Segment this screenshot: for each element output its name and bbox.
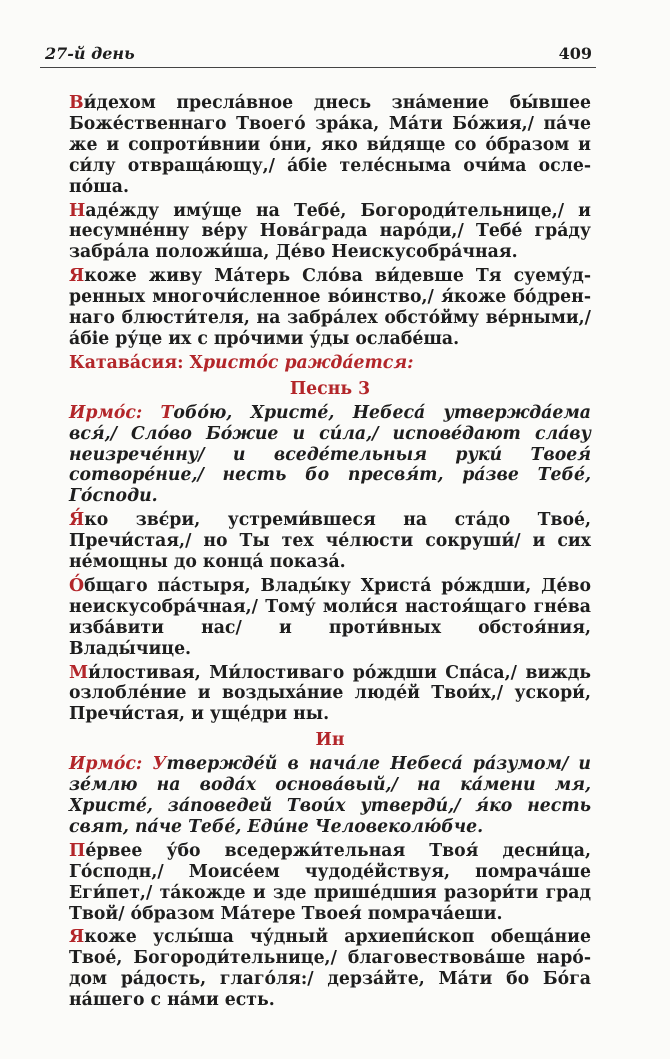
verse-paragraph <box>69 93 591 198</box>
verse-paragraph <box>69 841 591 925</box>
verse-text: коже услы́ша чу́дный архиепи́скоп обеща́ние Твое́, Богороди́тельнице,/ благовествова́ше наро́-дом ра́дость, глаго́ля:/ дерза́йте, Ма́ти бо Бо́га на́шего с на́ми есть. <box>69 927 591 1011</box>
irmos-label: Ирмо́с: Т <box>69 402 174 423</box>
verse-paragraph <box>69 663 591 726</box>
verse-paragraph <box>69 201 591 264</box>
drop-initial: В <box>69 93 84 113</box>
verse-text: и́лостивая, Ми́лостиваго ро́ждши Спа́са,/ виждь озлобле́ние и воздыха́ние люде́й Твои́х,/ ускори́, Пречи́стая, и уще́дри ны. <box>69 662 591 725</box>
drop-initial: М <box>69 662 89 683</box>
irmos-paragraph <box>69 754 591 838</box>
drop-initial: П <box>69 840 86 861</box>
katavasia-line <box>69 353 591 374</box>
drop-initial: Я <box>69 266 85 287</box>
header-rule <box>40 67 596 68</box>
running-header-title: 27-й день <box>45 44 135 63</box>
drop-initial: Я <box>69 927 85 948</box>
verse-text: ко звє́ри, устреми́вшеся на ста́до Твое́, Пречи́стая,/ но Ты тех че́люсти сокруши́/ и сих не́мощны до конца́ показа́. <box>69 510 591 573</box>
section-heading-in: Ин <box>315 730 345 751</box>
drop-initial: Я́ <box>69 510 85 531</box>
verse-text: аде́жду иму́ще на Тебе́, Богороди́тельнице,/ и несумне́нну ве́ру Нова́града наро́ди,/ Тебе́ гра́ду забра́ла положи́ша, Де́во Неискусобра́чная. <box>69 200 591 263</box>
verse-text: бщаго па́стыря, Влады́ку Христа́ ро́ждши, Де́во неискусобра́чная,/ Тому́ моли́ся настоя́щаго гне́ва изба́вити нас/ и проти́вных обстоя́ния, Влады́чице. <box>69 575 591 659</box>
irmos-label: Ирмо́с: У <box>69 754 167 775</box>
page-body <box>69 93 591 1011</box>
verse-text: и́дехом пресла́вное днесь зна́мение бы́вшее Боже́ственнаго Твоего́ зра́ка, Ма́ти Бо́жия,/ па́че же и сопроти́внии о́ни, яко ви́дяще со о́бразом и си́лу отвраща́ющу,/ а́біе теле́сныма очи́ма осле-по́ша. <box>69 93 591 197</box>
ode-heading: Песнь 3 <box>289 378 371 399</box>
irmos-text: обо́ю, Христе́, Небеса́ утвержда́ема вся́,/ Сло́во Бо́жие и си́ла,/ испове́дают сла́ву неизрече́нну/ и вседе́тельныя руки́ Твоея́ сотворе́ние,/ несть бо пресвя́т, ра́зве Тебе́, Го́споди. <box>69 402 591 507</box>
verse-paragraph <box>69 510 591 573</box>
drop-initial: О́ <box>69 575 85 596</box>
katavasia-text: ристо́с ражда́ется: <box>202 352 414 373</box>
katavasia-label: Катава́сия: Х <box>69 352 203 373</box>
verse-text: е́рвее у́бо вседержи́тельная Твоя́ десни́ца, Го́сподн,/ Моисе́ем чудоде́йствуя, помрача́ше Еги́пет,/ та́кожде и зде прише́дшия разори́ти град Твой/ о́бразом Ма́тере Твоея́ помрача́еши. <box>69 840 591 924</box>
verse-text: коже живу Ма́терь Сло́ва ви́девше Тя суему́д-ренных многочи́сленное во́инство,/ я́коже бо́дрен-наго блюсти́теля, на забра́лех обсто́йму ве́рными,/ а́біе ру́це их с про́чими у́ды ослабе́ша. <box>69 266 591 349</box>
irmos-text: твержде́й в нача́ле Небеса́ ра́зумом/ и зе́млю на вода́х основа́вый,/ на ка́мени мя, Христе́, за́поведей Твои́х утверди́,/ я́ко несть свят, па́че Тебе́, Еди́не Человеколю́бче. <box>69 754 592 837</box>
verse-paragraph <box>69 266 591 350</box>
irmos-paragraph <box>69 403 591 508</box>
verse-paragraph <box>69 576 591 660</box>
drop-initial: Н <box>69 200 86 221</box>
verse-paragraph <box>69 927 591 1011</box>
page-number: 409 <box>558 44 592 63</box>
